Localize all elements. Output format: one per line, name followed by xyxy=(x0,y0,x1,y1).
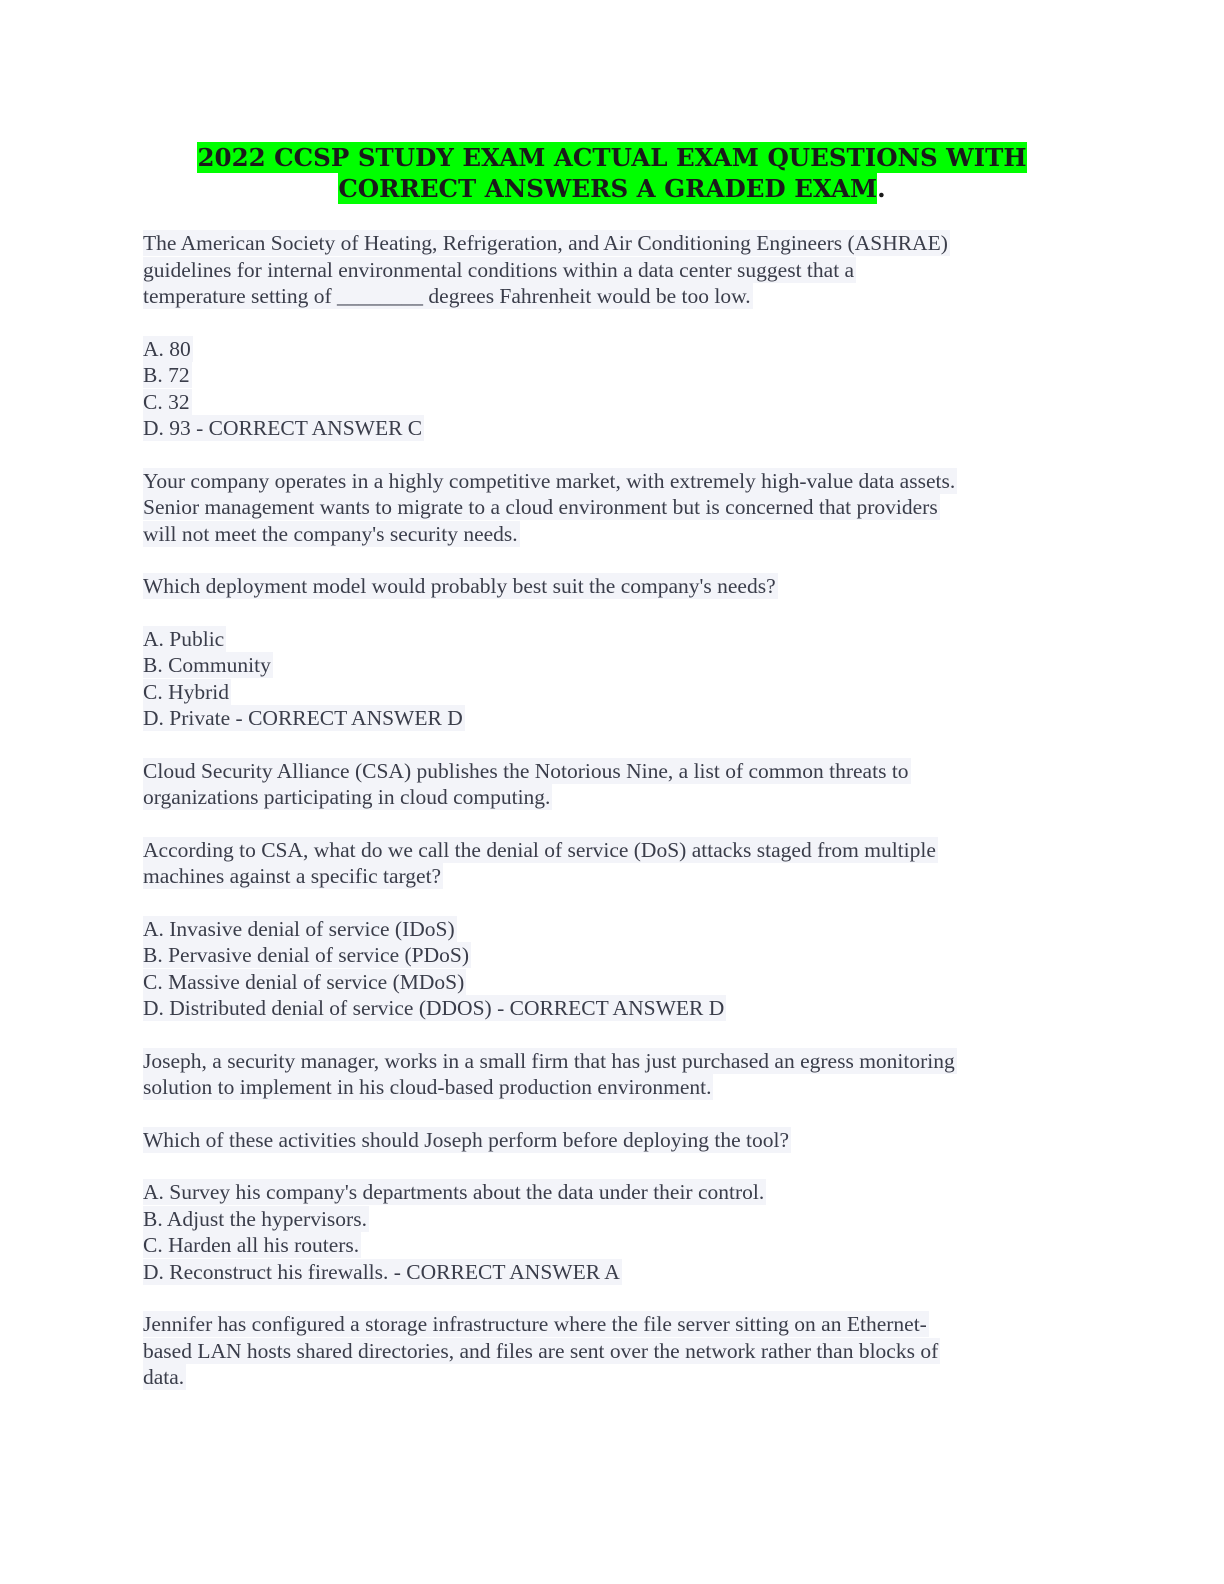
question-text-line: data. xyxy=(143,1365,185,1389)
question-text-line: Your company operates in a highly competitive market, with extremely high-value data assets. xyxy=(143,468,956,493)
question-4-options xyxy=(143,1179,1073,1285)
question-text-line: organizations participating in cloud computing. xyxy=(143,785,551,809)
question-1-stem xyxy=(143,230,1073,310)
question-2-options xyxy=(143,626,1073,732)
question-text-line: based LAN hosts shared directories, and files are sent over the network rather than blocks of xyxy=(143,1338,939,1363)
question-text-line: guidelines for internal environmental conditions within a data center suggest that a xyxy=(143,257,855,282)
question-text-line: Senior management wants to migrate to a cloud environment but is concerned that providers xyxy=(143,495,938,519)
answer-option-correct: D. Distributed denial of service (DDOS) - CORRECT ANSWER D xyxy=(143,996,725,1020)
answer-option: A. Survey his company's departments about the data under their control. xyxy=(143,1180,765,1204)
question-prompt-line: Which deployment model would probably best suit the company's needs? xyxy=(143,574,776,598)
question-2-stem xyxy=(143,468,1073,548)
answer-option: B. 72 xyxy=(143,363,190,387)
answer-option: B. Adjust the hypervisors. xyxy=(143,1206,367,1231)
question-2-prompt xyxy=(143,573,1073,600)
question-4-prompt xyxy=(143,1127,1073,1154)
question-text-line: Cloud Security Alliance (CSA) publishes the Notorious Nine, a list of common threats to xyxy=(143,758,909,783)
title-punctuation: . xyxy=(877,174,886,203)
question-text-line: The American Society of Heating, Refrigeration, and Air Conditioning Engineers (ASHRAE) xyxy=(143,231,948,255)
answer-option: C. Hybrid xyxy=(143,679,229,704)
question-5-stem xyxy=(143,1311,1073,1391)
document-body xyxy=(143,230,1073,1417)
question-text-line: Jennifer has configured a storage infrastructure where the file server sitting on an Ethernet- xyxy=(143,1312,927,1336)
question-prompt-line: According to CSA, what do we call the denial of service (DoS) attacks staged from multiple xyxy=(143,837,936,862)
question-text-line: Joseph, a security manager, works in a small firm that has just purchased an egress monitoring xyxy=(143,1048,955,1073)
answer-option: A. Public xyxy=(143,626,225,651)
answer-option: C. Harden all his routers. xyxy=(143,1233,360,1257)
answer-option: A. Invasive denial of service (IDoS) xyxy=(143,916,455,941)
answer-option: B. Pervasive denial of service (PDoS) xyxy=(143,943,470,967)
answer-option: B. Community xyxy=(143,653,271,677)
question-text-line: will not meet the company's security needs. xyxy=(143,521,518,546)
question-text-line: solution to implement in his cloud-based production environment. xyxy=(143,1075,712,1099)
answer-option-correct: D. Reconstruct his firewalls. - CORRECT ANSWER A xyxy=(143,1259,620,1284)
question-prompt-line: Which of these activities should Joseph perform before deploying the tool? xyxy=(143,1127,790,1152)
question-1-options xyxy=(143,336,1073,442)
document-title xyxy=(150,142,1074,204)
title-line-2: CORRECT ANSWERS A GRADED EXAM xyxy=(338,174,878,203)
answer-option: A. 80 xyxy=(143,336,191,361)
answer-option: C. 32 xyxy=(143,389,190,414)
question-prompt-line: machines against a specific target? xyxy=(143,864,442,888)
answer-option-correct: D. 93 - CORRECT ANSWER C xyxy=(143,416,423,440)
title-line-1: 2022 CCSP STUDY EXAM ACTUAL EXAM QUESTIONS WITH xyxy=(197,143,1027,172)
answer-option-correct: D. Private - CORRECT ANSWER D xyxy=(143,706,463,730)
question-4-stem xyxy=(143,1048,1073,1101)
question-3-prompt xyxy=(143,837,1073,890)
question-text-line: temperature setting of ________ degrees Fahrenheit would be too low. xyxy=(143,284,751,308)
answer-option: C. Massive denial of service (MDoS) xyxy=(143,969,465,994)
question-3-options xyxy=(143,916,1073,1022)
question-3-stem xyxy=(143,758,1073,811)
